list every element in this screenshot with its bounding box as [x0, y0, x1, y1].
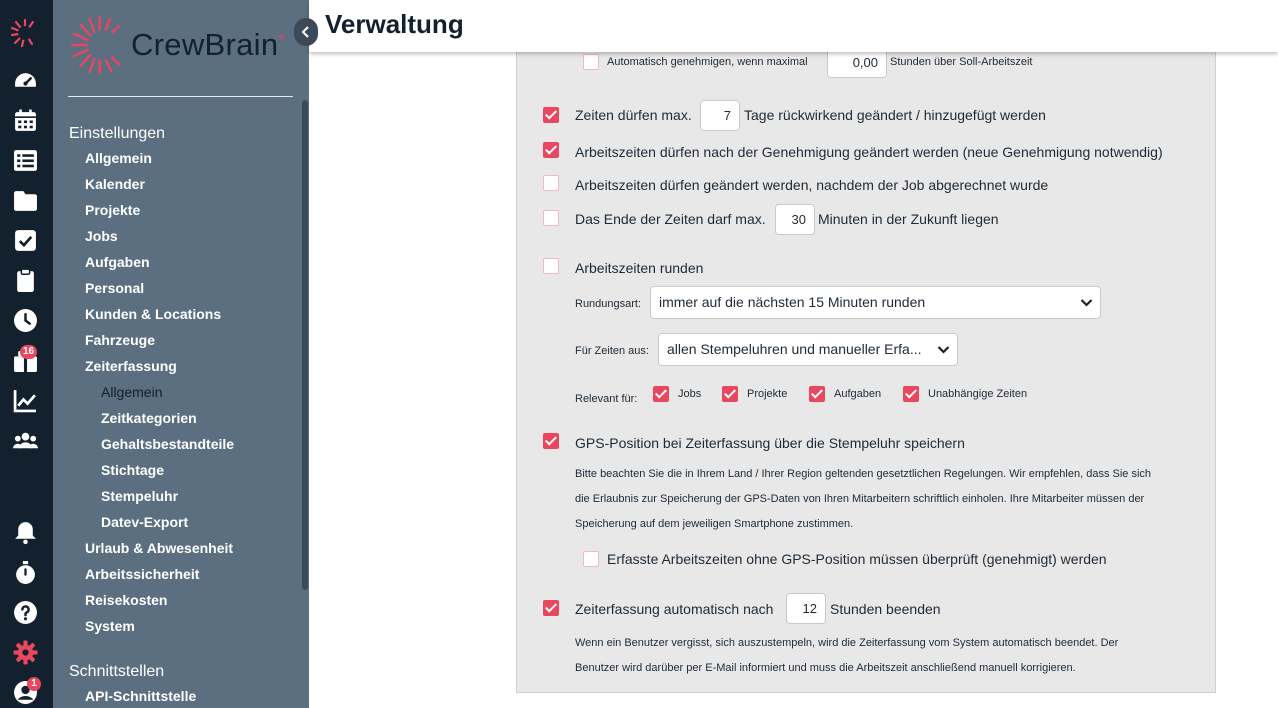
- chart-icon[interactable]: [12, 387, 38, 413]
- crewbrain-logo-icon: [71, 14, 127, 76]
- rounding-type-value: immer auf die nächsten 15 Minuten runden: [659, 294, 926, 310]
- change-after-billing-label: Arbeitszeiten dürfen geändert werden, nachdem der Job abgerechnet wurde: [575, 177, 1049, 193]
- sidebar-item-personal[interactable]: Personal: [85, 280, 145, 296]
- auto-approve-hours-input[interactable]: 0,00: [827, 47, 887, 78]
- rounding-source-value: allen Stempeluhren und manueller Erfa...: [667, 341, 922, 357]
- logo-divider: [68, 96, 293, 97]
- users-icon[interactable]: [12, 427, 38, 453]
- auto-approve-checkbox[interactable]: [583, 54, 599, 70]
- sidebar-item-aufgaben[interactable]: Aufgaben: [85, 254, 150, 270]
- page-title: Verwaltung: [325, 9, 464, 39]
- gps-require-approval-checkbox[interactable]: [583, 551, 599, 567]
- collapse-sidebar-button[interactable]: [294, 18, 318, 46]
- sidebar-item-zeiterfassung[interactable]: Zeiterfassung: [85, 358, 177, 374]
- auto-end-note-line-1: Wenn ein Benutzer vergisst, sich auszustempeln, wird die Zeiterfassung vom System automatisch beendet. Der: [575, 637, 1119, 649]
- auto-end-checkbox[interactable]: [543, 600, 559, 616]
- gps-note-line-3: Speicherung auf dem jeweiligen Smartphone zustimmen.: [575, 518, 854, 530]
- future-end-label-before: Das Ende der Zeiten darf max.: [575, 211, 766, 227]
- relevant-aufgaben-label: Aufgaben: [834, 388, 882, 400]
- stopwatch-icon[interactable]: [12, 559, 38, 585]
- chevron-down-icon: [1080, 298, 1093, 308]
- auto-end-note-line-2: Benutzer wird darüber per E-Mail informiert und muss die Arbeitszeit anschließend manuell korrigieren.: [575, 662, 1076, 674]
- rounding-source-label: Für Zeiten aus:: [575, 345, 649, 357]
- relevant-unabhaengig-label: Unabhängige Zeiten: [928, 388, 1028, 400]
- crewbrain-logo-icon[interactable]: [10, 18, 40, 48]
- relevant-unabhaengig-checkbox[interactable]: [903, 386, 919, 402]
- future-end-minutes-input[interactable]: 30: [775, 204, 815, 235]
- sidebar-item-kunden-locations[interactable]: Kunden & Locations: [85, 306, 222, 322]
- gps-note-line-2: die Erlaubnis zur Speicherung der GPS-Daten von Ihren Mitarbeitern schriftlich einholen. Ihre Mitarbeiter müssen der: [575, 493, 1145, 505]
- change-after-approval-checkbox[interactable]: [543, 142, 559, 158]
- relevant-aufgaben-checkbox[interactable]: [809, 386, 825, 402]
- user-badge: 1: [27, 677, 41, 691]
- sidebar-item-jobs[interactable]: Jobs: [85, 228, 118, 244]
- sidebar-item-reisekosten[interactable]: Reisekosten: [85, 592, 168, 608]
- relevant-jobs-label: Jobs: [678, 388, 702, 400]
- change-after-billing-checkbox[interactable]: [543, 175, 559, 191]
- chevron-left-icon: [301, 26, 311, 38]
- future-end-checkbox[interactable]: [543, 210, 559, 226]
- future-end-label-after: Minuten in der Zukunft liegen: [818, 211, 999, 227]
- sidebar-subitem-stichtage[interactable]: Stichtage: [101, 462, 165, 478]
- sidebar-item-fahrzeuge[interactable]: Fahrzeuge: [85, 332, 156, 348]
- relevant-projekte-checkbox[interactable]: [722, 386, 738, 402]
- change-after-approval-label: Arbeitszeiten dürfen nach der Genehmigung geändert werden (neue Genehmigung notwendig): [575, 144, 1163, 160]
- sidebar-subitem-zeitkategorien[interactable]: Zeitkategorien: [101, 410, 197, 426]
- clipboard-icon[interactable]: [12, 267, 38, 293]
- nav-section-interfaces[interactable]: Schnittstellen: [69, 663, 165, 680]
- sidebar-scrollbar[interactable]: [302, 100, 308, 590]
- rounding-type-label: Rundungsart:: [575, 298, 642, 310]
- sidebar-subitem-allgemein[interactable]: Allgemein: [101, 384, 163, 400]
- sidebar-item-system[interactable]: System: [85, 618, 135, 634]
- list-icon[interactable]: [12, 147, 38, 173]
- bell-icon[interactable]: [12, 519, 38, 545]
- gps-label: GPS-Position bei Zeiterfassung über die Stempeluhr speichern: [575, 435, 965, 451]
- relevant-projekte-label: Projekte: [747, 388, 788, 400]
- help-icon[interactable]: [12, 599, 38, 625]
- chevron-down-icon: [937, 345, 950, 355]
- auto-end-label-before: Zeiterfassung automatisch nach: [575, 601, 774, 617]
- nav-section-settings[interactable]: Einstellungen: [69, 125, 166, 142]
- sidebar-item-projekte[interactable]: Projekte: [85, 202, 141, 218]
- gps-require-approval-label: Erfasste Arbeitszeiten ohne GPS-Position müssen überprüft (genehmigt) werden: [607, 551, 1107, 567]
- folder-icon[interactable]: [12, 187, 38, 213]
- retro-change-label-after: Tage rückwirkend geändert / hinzugefügt werden: [744, 107, 1046, 123]
- sidebar-subitem-datev-export[interactable]: Datev-Export: [101, 514, 189, 530]
- sidebar-item-kalender[interactable]: Kalender: [85, 176, 145, 192]
- sidebar-subitem-gehaltsbestandteile[interactable]: Gehaltsbestandteile: [101, 436, 235, 452]
- sidebar-item-arbeitssicherheit[interactable]: Arbeitssicherheit: [85, 566, 200, 582]
- brand-logo[interactable]: [71, 14, 285, 76]
- sidebar-item-api[interactable]: API-Schnittstelle: [85, 688, 197, 704]
- gps-checkbox[interactable]: [543, 433, 559, 449]
- page-header: [309, 0, 1278, 52]
- retro-change-checkbox[interactable]: [543, 107, 559, 123]
- sidebar-item-urlaub[interactable]: Urlaub & Abwesenheit: [85, 540, 234, 556]
- sidebar: [53, 0, 309, 708]
- auto-end-hours-input[interactable]: 12: [786, 593, 826, 624]
- brand-name: CrewBrain®: [131, 27, 286, 62]
- rounding-type-select[interactable]: [650, 286, 1101, 319]
- calendar-icon[interactable]: [12, 107, 38, 133]
- relevant-for-label: Relevant für:: [575, 393, 638, 405]
- clock-icon[interactable]: [12, 307, 38, 333]
- gear-icon[interactable]: [12, 639, 38, 665]
- relevant-jobs-checkbox[interactable]: [653, 386, 669, 402]
- icon-rail: [0, 0, 53, 708]
- auto-approve-label-after: Stunden über Soll-Arbeitszeit: [890, 56, 1033, 68]
- checkbox-icon[interactable]: [12, 227, 38, 253]
- auto-end-label-after: Stunden beenden: [830, 601, 941, 617]
- gps-note-line-1: Bitte beachten Sie die in Ihrem Land / Ihrer Region geltenden gesetztlichen Regelungen. Wir empfehlen, dass Sie sich: [575, 468, 1152, 480]
- retro-change-label-before: Zeiten dürfen max.: [575, 107, 692, 123]
- rounding-label: Arbeitszeiten runden: [575, 260, 704, 276]
- rounding-checkbox[interactable]: [543, 258, 559, 274]
- settings-panel: [516, 48, 1216, 693]
- sidebar-subitem-stempeluhr[interactable]: Stempeluhr: [101, 488, 179, 504]
- gift-badge: 16: [20, 345, 37, 359]
- auto-approve-label-before: Automatisch genehmigen, wenn maximal: [607, 56, 808, 68]
- rounding-source-select[interactable]: [658, 333, 958, 366]
- sidebar-item-allgemein[interactable]: Allgemein: [85, 150, 152, 166]
- retro-change-days-input[interactable]: 7: [700, 100, 740, 131]
- dashboard-icon[interactable]: [12, 68, 38, 94]
